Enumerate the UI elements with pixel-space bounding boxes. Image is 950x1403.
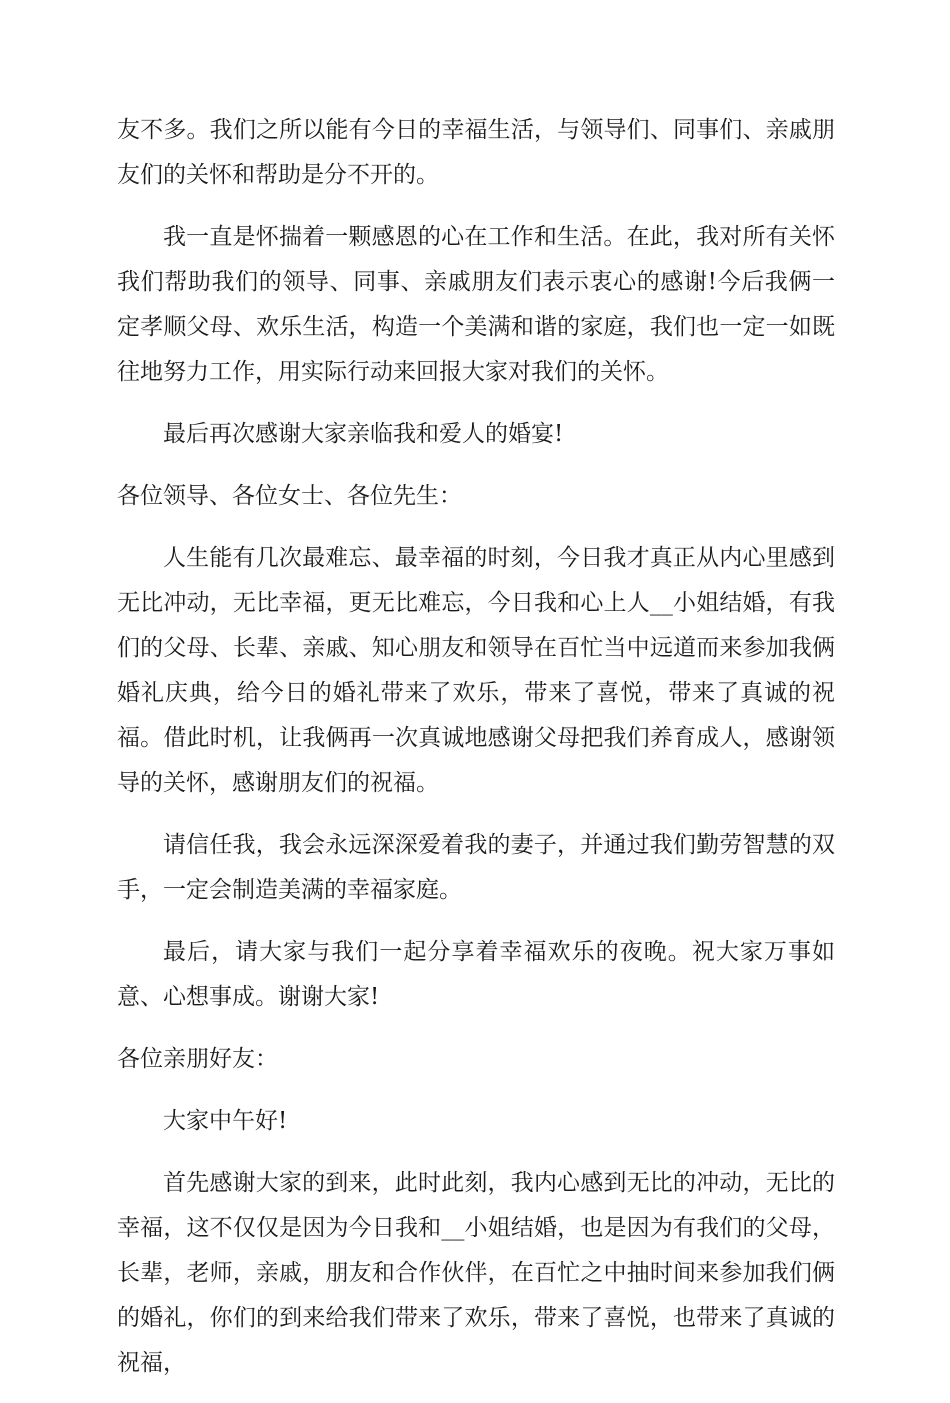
- paragraph-3: 最后再次感谢大家亲临我和爱人的婚宴!: [163, 421, 564, 447]
- paragraph-5: 人生能有几次最难忘、最幸福的时刻，今日我才真正从内心里感到无比冲动，无比幸福，更无比难忘，今日我和心上人__小姐结婚，有我们的父母、长辈、亲戚、知心朋友和领导在百忙当中远道而来参加我俩婚礼庆典，给今日的婚礼带来了欢乐，带来了喜悦，带来了真诚的祝福。借此时机，让我俩再一次真诚地感谢父母把我们养育成人，感谢领导的关怀，感谢朋友们的祝福。: [117, 545, 835, 796]
- paragraph-6: 请信任我，我会永远深深爱着我的妻子，并通过我们勤劳智慧的双手，一定会制造美满的幸福家庭。: [117, 832, 835, 903]
- paragraph-7: 最后，请大家与我们一起分享着幸福欢乐的夜晚。祝大家万事如意、心想事成。谢谢大家!: [117, 939, 835, 1010]
- document-body: [117, 108, 835, 1403]
- paragraph-1: 友不多。我们之所以能有今日的幸福生活，与领导们、同事们、亲戚朋友们的关怀和帮助是分不开的。: [117, 117, 835, 188]
- paragraph-8-salutation: 各位亲朋好友：: [117, 1046, 278, 1072]
- paragraph-4-salutation: 各位领导、各位女士、各位先生：: [117, 483, 462, 509]
- paragraph-9-greeting: 大家中午好!: [163, 1108, 288, 1134]
- paragraph-10: 首先感谢大家的到来，此时此刻，我内心感到无比的冲动，无比的幸福，这不仅仅是因为今日我和__小姐结婚，也是因为有我们的父母，长辈，老师，亲戚，朋友和合作伙伴，在百忙之中抽时间来参加我们俩的婚礼，你们的到来给我们带来了欢乐，带来了喜悦，也带来了真诚的祝福，: [117, 1170, 835, 1376]
- paragraph-2: 我一直是怀揣着一颗感恩的心在工作和生活。在此，我对所有关怀我们帮助我们的领导、同事、亲戚朋友们表示衷心的感谢!今后我俩一定孝顺父母、欢乐生活，构造一个美满和谐的家庭，我们也一定一如既往地努力工作，用实际行动来回报大家对我们的关怀。: [117, 224, 835, 385]
